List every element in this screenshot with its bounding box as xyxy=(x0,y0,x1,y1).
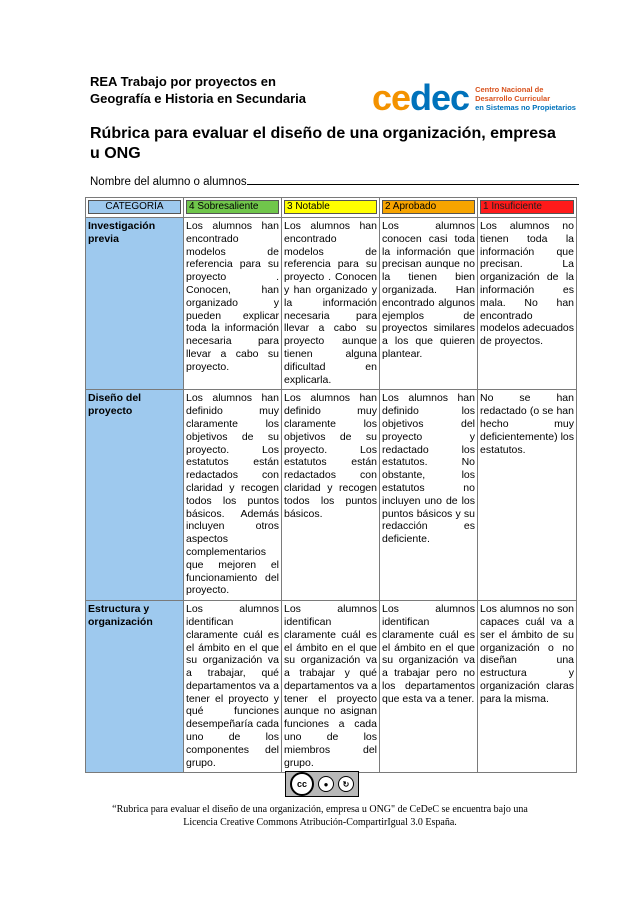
category-cell: Diseño del proyecto xyxy=(86,390,184,601)
footer-line-2: Licencia Creative Commons Atribución-CompartirIgual 3.0 España. xyxy=(183,817,457,828)
header-line-1: REA Trabajo por proyectos en xyxy=(90,74,276,89)
rubric-cell: No se han redactado (o se han hecho muy deficientemente) los estatutos. xyxy=(478,390,577,601)
header-aprobado: 2 Aprobado xyxy=(380,198,478,218)
rubric-cell: Los alumnos conocen casi toda la información que precisan aunque no la tienen bien organizada. Han encontrado algunos ejemplos de proyectos similares a los que quieren plantear. xyxy=(380,218,478,390)
rubric-cell: Los alumnos han definido los objetivos del proyecto y redactado los estatutos. No obstante, los estatutos no incluyen uno de los puntos básicos y su redacción es deficiente. xyxy=(380,390,478,601)
header-notable: 3 Notable xyxy=(282,198,380,218)
creative-commons-badge[interactable] xyxy=(285,771,359,797)
rubric-cell: Los alumnos han definido muy claramente los objetivos de su proyecto. Los estatutos están redactados con claridad y recogen todos los puntos básicos. xyxy=(282,390,380,601)
category-cell: Estructura y organización xyxy=(86,601,184,773)
header-line-2: Geografía e Historia en Secundaria xyxy=(90,91,307,106)
rubric-cell: Los alumnos han definido muy claramente los objetivos de su proyecto. Los estatutos están redactados con claridad y recogen todos los puntos básicos. Además incluyen otros aspectos complementarios que mejoren el funcionamiento del proyecto. xyxy=(184,390,282,601)
rubric-cell: Los alumnos identifican claramente cuál es el ámbito en el que su organización va a trabajar y qué departamentos va a tener el proyecto aunque no asignan funciones a cada uno de los miembros del grupo. xyxy=(282,601,380,773)
header-categoria: CATEGORÍA xyxy=(86,198,184,218)
document-header xyxy=(90,73,306,107)
rubric-row-investigacion xyxy=(86,218,577,390)
license-footer xyxy=(90,803,550,829)
rubric-cell: Los alumnos identifican claramente cuál es el ámbito en el que su organización va a trabajar pero no los departamentos que esta va a tener. xyxy=(380,601,478,773)
student-name-label: Nombre del alumno o alumnos xyxy=(90,176,247,188)
rubric-cell: Los alumnos identifican claramente cuál es el ámbito en el que su organización va a trabajar, qué departamentos va a tener el proyecto y qué funciones desempeñaría cada uno de los componentes del grupo. xyxy=(184,601,282,773)
cc-icon: cc xyxy=(290,772,314,796)
header-sobresaliente: 4 Sobresaliente xyxy=(184,198,282,218)
cedec-logo-word: cedec xyxy=(372,77,470,118)
rubric-cell: Los alumnos han encontrado modelos de referencia para su proyecto . Conocen, han organizado y pueden explicar toda la información necesaria para llevar a cabo su proyecto. xyxy=(184,218,282,390)
rubric-cell: Los alumnos han encontrado modelos de referencia para su proyecto . Conocen y han organizado y la información necesaria para llevar a cabo su proyecto aunque tienen alguna dificultad en explicarla. xyxy=(282,218,380,390)
page-title: Rúbrica para evaluar el diseño de una organización, empresa u ONG xyxy=(90,125,556,162)
attribution-icon: ● xyxy=(318,776,334,792)
rubric-cell: Los alumnos no son capaces cuál va a ser el ámbito de su organización o no diseñan una estructura y organización claras para la misma. xyxy=(478,601,577,773)
rubric-cell: Los alumnos no tienen toda la información que precisan. La organización de la información es mala. No han encontrado modelos adecuados de proyectos. xyxy=(478,218,577,390)
cedec-logo-subtitle: Centro Nacional de Desarrollo Curricular en Sistemas no Propietarios xyxy=(475,84,576,112)
footer-line-1: “Rubrica para evaluar el diseño de una organización, empresa u ONG" de CeDeC se encuentra bajo una xyxy=(112,804,528,815)
student-name-field xyxy=(90,174,579,188)
rubric-table xyxy=(85,197,577,773)
header-insuficiente: 1 Insuficiente xyxy=(478,198,577,218)
cedec-logo xyxy=(372,77,576,118)
category-cell: Investigación previa xyxy=(86,218,184,390)
rubric-row-estructura xyxy=(86,601,577,773)
student-name-line[interactable] xyxy=(247,174,579,185)
rubric-header-row xyxy=(86,198,577,218)
share-alike-icon: ↻ xyxy=(338,776,354,792)
rubric-row-diseno xyxy=(86,390,577,601)
